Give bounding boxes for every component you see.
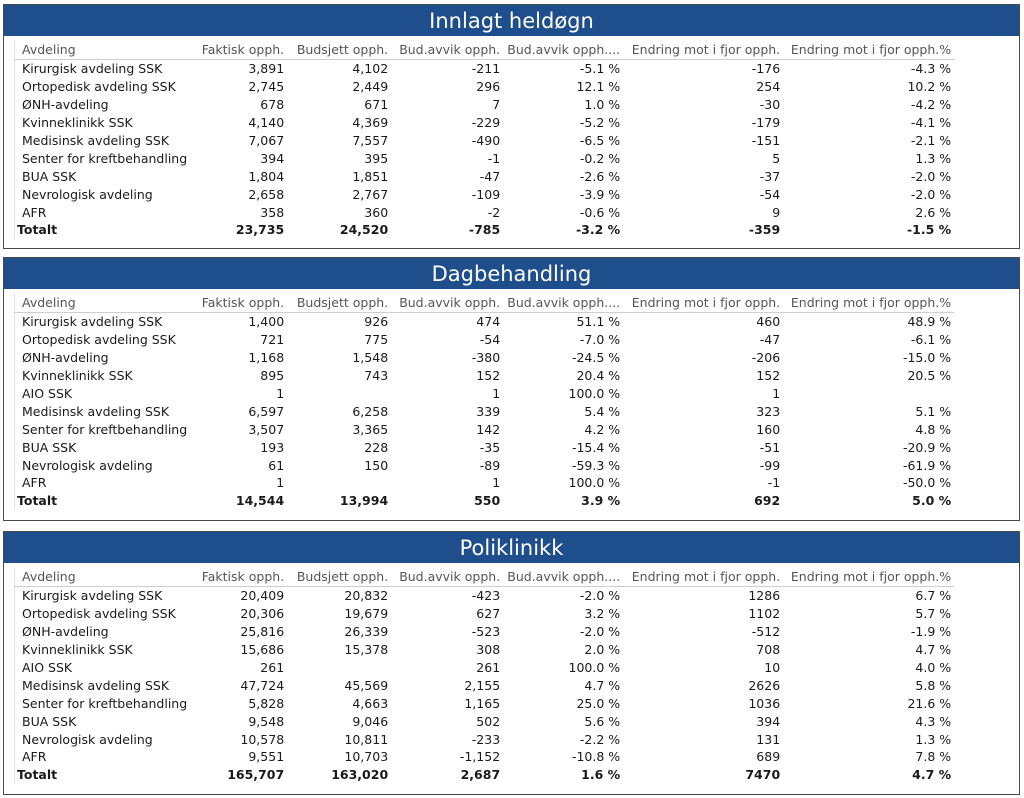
value-cell: 20.4 % <box>576 368 621 384</box>
value-cell: -30 <box>759 97 781 113</box>
value-cell: 395 <box>364 150 389 166</box>
value-cell: 1.0 % <box>584 97 621 113</box>
value-cell: 1 <box>276 475 285 491</box>
value-cell: 1,548 <box>352 350 389 366</box>
value-cell: -5.1 % <box>579 61 621 77</box>
department-cell: Senter for kreftbehandling <box>15 694 188 712</box>
value-cell: 7,557 <box>352 133 389 148</box>
value-cell: 7 <box>492 97 501 113</box>
table-row[interactable] <box>15 402 1015 420</box>
value-cell: 2.0 % <box>584 642 621 658</box>
value-cell: -423 <box>471 588 501 604</box>
table-row[interactable] <box>15 132 1015 150</box>
total-value: -3.2 % <box>575 222 621 238</box>
value-cell: 4,663 <box>352 695 389 711</box>
value-cell: 5.8 % <box>915 677 952 693</box>
value-cell: 5.1 % <box>915 403 952 419</box>
value-cell: -0.2 % <box>579 150 621 166</box>
value-cell: -99 <box>759 457 781 473</box>
value-cell: 4.7 % <box>915 642 952 658</box>
value-cell: 10,811 <box>344 731 389 747</box>
value-cell: -50.0 % <box>902 475 952 491</box>
department-cell: Medisinsk avdeling SSK <box>15 676 188 694</box>
value-cell: -15.0 % <box>902 350 952 366</box>
value-cell: 61 <box>268 457 285 473</box>
table-row[interactable] <box>15 60 1015 78</box>
value-cell: -523 <box>471 624 501 640</box>
value-cell: -54 <box>759 186 781 202</box>
value-cell: -380 <box>471 350 501 366</box>
value-cell: 152 <box>476 368 501 384</box>
value-cell: -35 <box>479 439 501 455</box>
value-cell: 15,378 <box>344 642 389 658</box>
column-header[interactable]: Bud.avvik opph.... <box>503 40 623 60</box>
column-header[interactable]: Faktisk opph. <box>187 40 287 60</box>
table-row[interactable] <box>15 349 1015 367</box>
value-cell: 261 <box>260 660 285 675</box>
value-cell: -490 <box>471 133 501 148</box>
table-row[interactable] <box>15 659 1015 677</box>
value-cell: 1,400 <box>248 314 285 330</box>
department-cell: Nevrologisk avdeling <box>15 730 188 748</box>
department-cell: BUA SSK <box>15 712 188 730</box>
total-value: 24,520 <box>339 222 389 238</box>
total-value: -1.5 % <box>906 222 952 238</box>
value-cell: 45,569 <box>344 677 389 693</box>
value-cell: -47 <box>479 168 501 184</box>
panel-innlagt-heldogn <box>3 4 1020 249</box>
panel-dagbehandling <box>3 257 1020 521</box>
department-cell: ØNH-avdeling <box>15 349 188 367</box>
table-row[interactable] <box>15 730 1015 748</box>
value-cell: -1 <box>487 150 501 166</box>
table-row[interactable] <box>15 185 1015 203</box>
value-cell: 20.5 % <box>907 368 952 384</box>
value-cell: -206 <box>751 350 781 366</box>
value-cell: 48.9 % <box>907 314 952 330</box>
table-row[interactable] <box>15 694 1015 712</box>
value-cell: 721 <box>260 332 285 348</box>
value-cell: -7.0 % <box>579 332 621 348</box>
total-value: 4.7 % <box>912 767 952 783</box>
table-row[interactable] <box>15 474 1015 492</box>
total-label: Totalt <box>15 221 188 239</box>
value-cell: 9,548 <box>248 713 285 729</box>
value-cell: 3,365 <box>352 421 389 437</box>
header-spacer <box>954 567 1014 587</box>
column-header[interactable]: Endring mot i fjor opph. <box>623 567 783 587</box>
total-value: 2,687 <box>460 767 501 783</box>
value-cell: 5.4 % <box>584 403 621 419</box>
value-cell: 1286 <box>748 588 781 604</box>
department-cell: Senter for kreftbehandling <box>15 420 188 438</box>
value-cell: 1,165 <box>464 695 501 711</box>
value-cell: 10,578 <box>240 731 285 747</box>
data-table <box>14 40 1015 239</box>
value-cell: 6.7 % <box>915 588 952 604</box>
value-cell: -2.1 % <box>910 133 952 148</box>
total-value: 5.0 % <box>912 493 952 509</box>
value-cell: 926 <box>364 314 389 330</box>
value-cell: 2,767 <box>352 186 389 202</box>
value-cell: 9,551 <box>248 749 285 765</box>
value-cell: 708 <box>756 642 781 658</box>
value-cell: 394 <box>260 150 285 166</box>
value-cell: 308 <box>476 642 501 658</box>
value-cell: -2.0 % <box>910 186 952 202</box>
column-header[interactable]: Bud.avvik opph.... <box>503 293 623 313</box>
value-cell: -51 <box>759 439 781 455</box>
column-header[interactable]: Endring mot i fjor opph.% <box>783 293 954 313</box>
value-cell: 2626 <box>748 677 781 693</box>
panel-poliklinikk <box>3 531 1020 795</box>
value-cell: 100.0 % <box>568 386 621 401</box>
value-cell: -6.5 % <box>579 133 621 148</box>
value-cell: -47 <box>759 332 781 348</box>
department-cell: Medisinsk avdeling SSK <box>15 132 188 150</box>
department-cell: ØNH-avdeling <box>15 96 188 114</box>
value-cell: 7.8 % <box>915 749 952 765</box>
header-row <box>15 567 1015 587</box>
value-cell: 1036 <box>748 695 781 711</box>
value-cell: -2.2 % <box>579 731 621 747</box>
value-cell: -2 <box>487 204 501 220</box>
department-cell: Kirurgisk avdeling SSK <box>15 60 188 78</box>
total-value: 692 <box>754 493 781 509</box>
value-cell: 4.8 % <box>915 421 952 437</box>
value-cell: -5.2 % <box>579 115 621 131</box>
department-cell: Kvinneklinikk SSK <box>15 367 188 385</box>
value-cell: 5,828 <box>248 695 285 711</box>
table-row[interactable] <box>15 331 1015 349</box>
value-cell: 100.0 % <box>568 475 621 491</box>
table-row[interactable] <box>15 385 1015 403</box>
column-header[interactable]: Bud.avvik opph. <box>391 40 503 60</box>
value-cell: 4.2 % <box>584 421 621 437</box>
column-header[interactable]: Endring mot i fjor opph. <box>623 293 783 313</box>
value-cell: 4.0 % <box>915 660 952 675</box>
value-cell: 3.2 % <box>584 606 621 622</box>
total-value: 163,020 <box>331 767 389 783</box>
value-cell: 5 <box>772 150 781 166</box>
header-spacer <box>954 293 1014 313</box>
total-value: 7470 <box>745 767 781 783</box>
column-header[interactable]: Avdeling <box>15 293 188 313</box>
column-header[interactable]: Avdeling <box>15 567 188 587</box>
value-cell: 502 <box>476 713 501 729</box>
value-cell: 2,449 <box>352 79 389 95</box>
value-cell: -54 <box>479 332 501 348</box>
column-header[interactable]: Budsjett opph. <box>287 40 391 60</box>
value-cell: -4.3 % <box>910 61 952 77</box>
data-table <box>14 293 1015 510</box>
value-cell: 261 <box>476 660 501 675</box>
table-row[interactable] <box>15 641 1015 659</box>
value-cell: 775 <box>364 332 389 348</box>
value-cell: 460 <box>756 314 781 330</box>
department-cell: AIO SSK <box>15 385 188 403</box>
table-row[interactable] <box>15 623 1015 641</box>
value-cell: 1 <box>772 386 781 401</box>
value-cell: 6,597 <box>248 403 285 419</box>
value-cell: 150 <box>364 457 389 473</box>
value-cell: -2.0 % <box>579 624 621 640</box>
value-cell: 228 <box>364 439 389 455</box>
total-value: 1.6 % <box>581 767 621 783</box>
column-header[interactable]: Endring mot i fjor opph. <box>623 40 783 60</box>
department-cell: AFR <box>15 474 188 492</box>
value-cell: 2,745 <box>248 79 285 95</box>
department-cell: Senter for kreftbehandling <box>15 149 188 167</box>
total-row <box>15 221 1015 239</box>
value-cell <box>287 385 391 403</box>
header-spacer <box>954 40 1014 60</box>
column-header[interactable]: Faktisk opph. <box>187 567 287 587</box>
value-cell <box>287 474 391 492</box>
table-row[interactable] <box>15 78 1015 96</box>
value-cell: 1 <box>276 386 285 401</box>
value-cell: 671 <box>364 97 389 113</box>
value-cell: 4.3 % <box>915 713 952 729</box>
value-cell: 5.7 % <box>915 606 952 622</box>
value-cell: 627 <box>476 606 501 622</box>
value-cell <box>783 385 954 403</box>
section-title: Poliklinikk <box>4 532 1019 563</box>
value-cell: 1.3 % <box>915 150 952 166</box>
value-cell: 323 <box>756 403 781 419</box>
table-row[interactable] <box>15 313 1015 331</box>
value-cell: 152 <box>756 368 781 384</box>
value-cell: 4.7 % <box>584 677 621 693</box>
section-title: Dagbehandling <box>4 258 1019 289</box>
value-cell: 2.6 % <box>915 204 952 220</box>
department-cell: BUA SSK <box>15 438 188 456</box>
department-cell: Kirurgisk avdeling SSK <box>15 587 188 605</box>
value-cell: -1.9 % <box>910 624 952 640</box>
value-cell: 2,658 <box>248 186 285 202</box>
department-cell: Ortopedisk avdeling SSK <box>15 605 188 623</box>
value-cell: 9 <box>772 204 781 220</box>
column-header[interactable]: Budsjett opph. <box>287 293 391 313</box>
value-cell: -176 <box>751 61 781 77</box>
data-table <box>14 567 1015 784</box>
column-header[interactable]: Bud.avvik opph. <box>391 293 503 313</box>
value-cell: -512 <box>751 624 781 640</box>
value-cell: 193 <box>260 439 285 455</box>
value-cell: -2.0 % <box>579 588 621 604</box>
value-cell: -61.9 % <box>902 457 952 473</box>
department-cell: ØNH-avdeling <box>15 623 188 641</box>
column-header[interactable]: Endring mot i fjor opph.% <box>783 567 954 587</box>
value-cell: 358 <box>260 204 285 220</box>
column-header[interactable]: Bud.avvik opph.... <box>503 567 623 587</box>
total-label: Totalt <box>15 766 188 784</box>
value-cell: 51.1 % <box>576 314 621 330</box>
value-cell: 1.3 % <box>915 731 952 747</box>
value-cell: -2.6 % <box>579 168 621 184</box>
value-cell: 3,507 <box>248 421 285 437</box>
value-cell: -59.3 % <box>571 457 621 473</box>
table-row[interactable] <box>15 203 1015 221</box>
total-row <box>15 766 1015 784</box>
column-header[interactable]: Avdeling <box>15 40 188 60</box>
value-cell: -37 <box>759 168 781 184</box>
value-cell: 5.6 % <box>584 713 621 729</box>
column-header[interactable]: Endring mot i fjor opph.% <box>783 40 954 60</box>
value-cell: 131 <box>756 731 781 747</box>
department-cell: Nevrologisk avdeling <box>15 185 188 203</box>
table-row[interactable] <box>15 712 1015 730</box>
value-cell: 100.0 % <box>568 660 621 675</box>
value-cell: 1,804 <box>248 168 285 184</box>
value-cell: 160 <box>756 421 781 437</box>
total-value: 14,544 <box>235 493 285 509</box>
value-cell: 1,168 <box>248 350 285 366</box>
table-row[interactable] <box>15 114 1015 132</box>
department-cell: AFR <box>15 748 188 766</box>
table-row[interactable] <box>15 587 1015 605</box>
department-cell: Kvinneklinikk SSK <box>15 641 188 659</box>
header-row <box>15 40 1015 60</box>
total-value: -359 <box>748 222 781 238</box>
value-cell: 3,891 <box>248 61 285 77</box>
table-row[interactable] <box>15 167 1015 185</box>
value-cell: 6,258 <box>352 403 389 419</box>
value-cell: 19,679 <box>344 606 389 622</box>
value-cell: 25,816 <box>240 624 285 640</box>
value-cell: -233 <box>471 731 501 747</box>
value-cell: -2.0 % <box>910 168 952 184</box>
value-cell: 254 <box>756 79 781 95</box>
value-cell: 9,046 <box>352 713 389 729</box>
value-cell: -20.9 % <box>902 439 952 455</box>
value-cell: 689 <box>756 749 781 765</box>
value-cell: -1 <box>767 475 781 491</box>
value-cell: 142 <box>476 421 501 437</box>
column-header[interactable]: Faktisk opph. <box>187 293 287 313</box>
value-cell: 1 <box>492 475 501 491</box>
table-row[interactable] <box>15 96 1015 114</box>
table-row[interactable] <box>15 367 1015 385</box>
column-header[interactable]: Bud.avvik opph. <box>391 567 503 587</box>
value-cell: 21.6 % <box>907 695 952 711</box>
value-cell <box>287 659 391 677</box>
department-cell: Ortopedisk avdeling SSK <box>15 331 188 349</box>
department-cell: Ortopedisk avdeling SSK <box>15 78 188 96</box>
value-cell: 10.2 % <box>907 79 952 95</box>
value-cell: -24.5 % <box>571 350 621 366</box>
total-value: 550 <box>474 493 501 509</box>
table-row[interactable] <box>15 149 1015 167</box>
value-cell: 4,369 <box>352 115 389 131</box>
value-cell: 743 <box>364 368 389 384</box>
value-cell: -6.1 % <box>910 332 952 348</box>
value-cell: -15.4 % <box>571 439 621 455</box>
total-value: 13,994 <box>339 493 389 509</box>
value-cell: 10 <box>764 660 781 675</box>
value-cell: 474 <box>476 314 501 330</box>
value-cell: -109 <box>471 186 501 202</box>
total-value: 3.9 % <box>581 493 621 509</box>
department-cell: Medisinsk avdeling SSK <box>15 402 188 420</box>
value-cell: 26,339 <box>344 624 389 640</box>
value-cell: -229 <box>471 115 501 131</box>
table-row[interactable] <box>15 605 1015 623</box>
department-cell: Nevrologisk avdeling <box>15 456 188 474</box>
department-cell: AFR <box>15 203 188 221</box>
value-cell: -179 <box>751 115 781 131</box>
value-cell: -4.2 % <box>910 97 952 113</box>
total-row <box>15 492 1015 510</box>
total-value: 165,707 <box>227 767 285 783</box>
value-cell: 15,686 <box>240 642 285 658</box>
value-cell: 2,155 <box>464 677 501 693</box>
value-cell: -89 <box>479 457 501 473</box>
department-cell: AIO SSK <box>15 659 188 677</box>
value-cell: 1 <box>492 386 501 401</box>
section-title: Innlagt heldøgn <box>4 5 1019 36</box>
header-row <box>15 293 1015 313</box>
value-cell: 20,409 <box>240 588 285 604</box>
department-cell: Kirurgisk avdeling SSK <box>15 313 188 331</box>
department-cell: BUA SSK <box>15 167 188 185</box>
value-cell: 47,724 <box>240 677 285 693</box>
table-row[interactable] <box>15 438 1015 456</box>
value-cell: 678 <box>260 97 285 113</box>
value-cell: 20,306 <box>240 606 285 622</box>
value-cell: 10,703 <box>344 749 389 765</box>
value-cell: 4,102 <box>352 61 389 77</box>
value-cell: 4,140 <box>248 115 285 131</box>
value-cell: -10.8 % <box>571 749 621 765</box>
value-cell: -0.6 % <box>579 204 621 220</box>
value-cell: 296 <box>476 79 501 95</box>
value-cell: -151 <box>751 133 781 148</box>
table-row[interactable] <box>15 420 1015 438</box>
value-cell: -211 <box>471 61 501 77</box>
total-value: 23,735 <box>235 222 285 238</box>
value-cell: 25.0 % <box>576 695 621 711</box>
value-cell: 895 <box>260 368 285 384</box>
department-cell: Kvinneklinikk SSK <box>15 114 188 132</box>
value-cell: 1102 <box>748 606 781 622</box>
value-cell: -3.9 % <box>579 186 621 202</box>
value-cell: 12.1 % <box>576 79 621 95</box>
value-cell: -4.1 % <box>910 115 952 131</box>
total-value: -785 <box>468 222 501 238</box>
value-cell: -1,152 <box>459 749 501 765</box>
table-row[interactable] <box>15 748 1015 766</box>
value-cell: 360 <box>364 204 389 220</box>
table-row[interactable] <box>15 456 1015 474</box>
table-row[interactable] <box>15 676 1015 694</box>
column-header[interactable]: Budsjett opph. <box>287 567 391 587</box>
value-cell: 7,067 <box>248 133 285 148</box>
value-cell: 339 <box>476 403 501 419</box>
value-cell: 20,832 <box>344 588 389 604</box>
value-cell: 394 <box>756 713 781 729</box>
total-label: Totalt <box>15 492 188 510</box>
value-cell: 1,851 <box>352 168 389 184</box>
